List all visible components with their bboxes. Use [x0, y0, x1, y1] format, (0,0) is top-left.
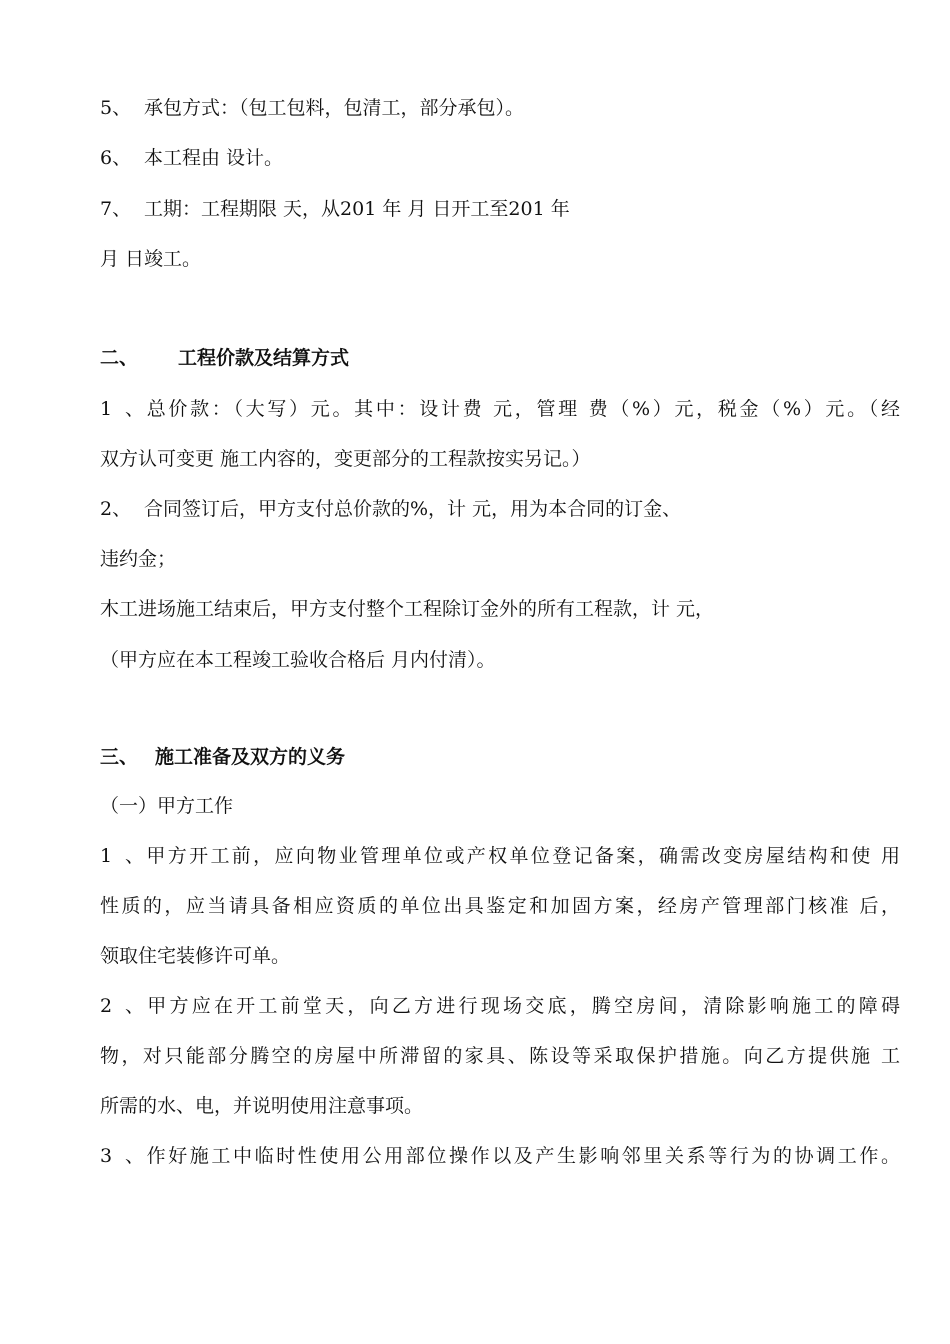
clause-number: 2、 [100, 498, 132, 520]
clause-text: 甲方应在开工前堂天，向乙方进行现场交底，腾空房间，清除影响施工的障碍 [144, 995, 900, 1017]
clause-text: 合同签订后，甲方支付总价款的%，计 元，用为本合同的订金、 [144, 498, 682, 520]
clause-7-continued [100, 246, 900, 272]
clause-number: 1、 [100, 845, 144, 867]
section-number: 二、 [100, 347, 139, 369]
section-number: 三、 [100, 746, 139, 768]
subsection-heading [100, 793, 900, 819]
clause-number: 6、 [100, 147, 132, 169]
price-clause-3-continued [100, 647, 900, 673]
duty-clause-1-end [100, 943, 900, 969]
clause-text: 甲方开工前，应向物业管理单位或产权单位登记备案，确需改变房屋结构和使 用 [144, 845, 900, 867]
clause-text: （甲方应在本工程竣工验收合格后 月内付清）。 [100, 649, 496, 671]
price-clause-2 [100, 496, 900, 522]
clause-number: 2、 [100, 995, 144, 1017]
subsection-title: （一）甲方工作 [100, 795, 234, 817]
section-heading-2 [100, 345, 900, 371]
duty-clause-2 [100, 993, 900, 1019]
duty-clause-2-continued [100, 1043, 900, 1069]
duty-clause-1 [100, 843, 900, 869]
clause-number: 7、 [100, 198, 132, 220]
price-clause-1 [100, 396, 900, 422]
price-clause-3 [100, 596, 900, 622]
price-clause-2-continued [100, 546, 900, 572]
clause-7 [100, 196, 900, 222]
clause-text: 月 日竣工。 [100, 248, 202, 270]
clause-text: 所需的水、电，并说明使用注意事项。 [100, 1095, 424, 1117]
clause-number: 3、 [100, 1145, 144, 1167]
clause-number: 1、 [100, 398, 144, 420]
clause-text: 作好施工中临时性使用公用部位操作以及产生影响邻里关系等行为的协调工作。 [144, 1145, 900, 1167]
section-title: 施工准备及双方的义务 [155, 746, 346, 768]
clause-text: 工期：工程期限 天，从201 年 月 日开工至201 年 [144, 198, 570, 220]
section-heading-3 [100, 744, 900, 770]
duty-clause-1-continued [100, 893, 900, 919]
clause-number: 5、 [100, 97, 132, 119]
clause-5 [100, 95, 900, 121]
section-title: 工程价款及结算方式 [178, 347, 350, 369]
clause-text: 双方认可变更 施工内容的，变更部分的工程款按实另记。） [100, 448, 591, 470]
clause-text: 承包方式：（包工包料，包清工，部分承包）。 [144, 97, 525, 119]
clause-text: 领取住宅装修许可单。 [100, 945, 291, 967]
clause-text: 木工进场施工结束后，甲方支付整个工程除订金外的所有工程款，计 元， [100, 598, 715, 620]
clause-text: 本工程由 设计。 [144, 147, 284, 169]
clause-text: 物，对只能部分腾空的房屋中所滞留的家具、陈设等采取保护措施。向乙方提供施 工 [100, 1045, 900, 1067]
duty-clause-3 [100, 1143, 900, 1169]
clause-6 [100, 145, 900, 171]
duty-clause-2-end [100, 1093, 900, 1119]
clause-text: 总价款：（大写）元。其中：设计费 元，管理 费（%）元，税金（%）元。（经 [144, 398, 900, 420]
clause-text: 违约金； [100, 548, 177, 570]
clause-text: 性质的，应当请具备相应资质的单位出具鉴定和加固方案，经房产管理部门核准 后， [100, 895, 900, 917]
price-clause-1-continued [100, 446, 900, 472]
